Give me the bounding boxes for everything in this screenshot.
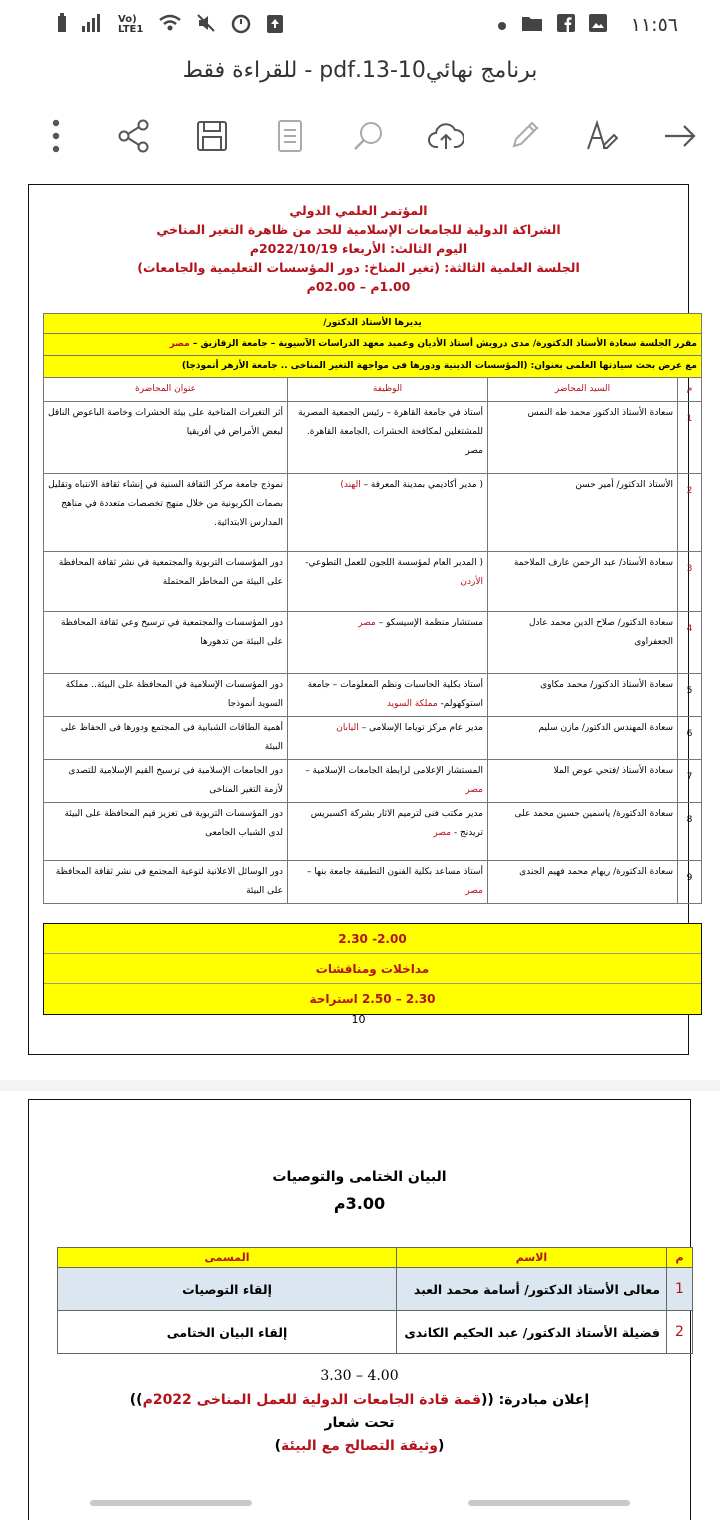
closing-table (57, 1247, 693, 1354)
col-num: م (678, 378, 702, 402)
battery-icon (56, 13, 68, 38)
break-summary (43, 923, 702, 1015)
facebook-icon (557, 14, 575, 37)
row-topic: نموذج جامعة مركز الثقافة السنية في إنشاء ثقافة الانتباه وتقليل بصمات الكربونية من خلال منهج تخصصات متعددة في مناهج المدارس الابتدائية. (44, 474, 288, 552)
closing-title: البيان الختامى والتوصيات (272, 1169, 447, 1185)
row-job-text: مدير عام مركز توياما الإسلامى – (358, 723, 483, 733)
upload-icon (266, 12, 284, 39)
row-job (288, 474, 488, 552)
row-num: 3 (678, 552, 702, 612)
row-topic: دور المؤسسات والمجتمعية في ترسيخ وعي ثقافة المحافظة على البيئة من تدهورها (44, 612, 288, 674)
row-country: مصر (433, 828, 452, 838)
row-topic: دور المؤسسات الإسلامية في المحافظة على البيئة.. مملكة السويد أنموذجا (44, 674, 288, 717)
table-row (44, 474, 702, 552)
row-speaker: سعادة الدكتور/ صلاح الدين محمد عادل الجعفراوى (488, 612, 678, 674)
col-num: م (667, 1248, 693, 1268)
row-job (288, 861, 488, 904)
closing-time: 3.00م (333, 1194, 386, 1213)
row-job-text: المستشار الإعلامى لرابطة الجامعات الإسلامية – (305, 766, 483, 776)
row-num: 4 (678, 612, 702, 674)
rapporteur-country: مصر (169, 339, 190, 349)
announce-suffix: )) (129, 1392, 143, 1408)
table-header (44, 378, 702, 402)
row-num: 7 (678, 760, 702, 803)
row-job-text: مدير مكتب فنى لترميم الاثار بشركة اكسبريس تريدنج - (310, 809, 483, 838)
alarm-icon (230, 12, 252, 39)
table-row (44, 760, 702, 803)
table-row (58, 1311, 693, 1354)
row-num: 2 (667, 1311, 693, 1354)
row-country: اليابان (336, 723, 359, 733)
read-mode-button[interactable] (270, 116, 310, 156)
nav-handle-right[interactable] (468, 1500, 630, 1506)
initiative-announcement (29, 1392, 690, 1408)
pdf-page-11 (0, 1091, 720, 1520)
row-country: مملكة السويد (386, 699, 438, 709)
session-label: الجلسة العلمية الثالثة: (تغير المناخ: دور المؤسسات التعليمية والجامعات) (137, 260, 580, 275)
row-job-text: مستشار منظمة الإسيسكو – (375, 618, 483, 628)
table-row (44, 861, 702, 904)
conference-subtitle: الشراكة الدولية للجامعات الإسلامية للحد من ظاهرة التغير المناخي (156, 222, 561, 237)
row-speaker: سعادة الدكتورة/ ريهام محمد فهيم الجندى (488, 861, 678, 904)
col-speaker: السيد المحاضر (488, 378, 678, 402)
row-country: مصر (465, 785, 483, 795)
row-topic: أهمية الطاقات الشبابية فى المجتمع ودورها فى الحفاظ على البيئة (44, 717, 288, 760)
folder-icon (521, 14, 543, 37)
document-title: برنامج نهائي10-13.pdf - للقراءة فقط (182, 58, 538, 83)
dot-icon (497, 15, 507, 36)
network-type: Vo) LTE1 (118, 14, 144, 35)
row-num: 5 (678, 674, 702, 717)
conference-title: المؤتمر العلمي الدولي (289, 203, 428, 218)
page-header (29, 201, 688, 296)
nav-handle-left[interactable] (90, 1500, 252, 1506)
row-job (288, 717, 488, 760)
page-number: 10 (351, 1013, 366, 1026)
row-num: 9 (678, 861, 702, 904)
table-row (58, 1268, 693, 1311)
row-num: 2 (678, 474, 702, 552)
day-label: اليوم الثالث: الأربعاء 2022/10/19م (249, 241, 468, 256)
discussion-time: 2.00- 2.30 (44, 924, 701, 954)
more-options-button[interactable] (36, 116, 76, 156)
clock: ١١:٥٦ (630, 14, 678, 36)
row-num: 6 (678, 717, 702, 760)
row-topic: دور المؤسسات التربوية والمجتمعية في نشر ثقافة المحافظة على البيئة من المخاطر المحتملة (44, 552, 288, 612)
row-country: الأردن (460, 577, 483, 587)
row-num: 1 (678, 402, 702, 474)
rapporteur-text: مقرر الجلسة سعادة الأستاذ الدكتورة/ مدى درويش أستاذ الأديان وعميد معهد الدراسات الآسيوية – جامعة الزقازيق – (189, 339, 697, 349)
table-header (58, 1248, 693, 1268)
row-job (288, 402, 488, 474)
row-job (288, 612, 488, 674)
row-speaker: الأستاذ الدكتور/ أمير حسن (488, 474, 678, 552)
row-country: الهند) (340, 480, 361, 490)
table-row (44, 402, 702, 474)
row-job (288, 760, 488, 803)
discussion-label: مداخلات ومناقشات (44, 954, 701, 984)
row-job-text: أستاذ في جامعة القاهرة – رئيس الجمعية المصرية للمشتغلين لمكافحة الحشرات ,الجامعة القاهرة. مصر (298, 408, 483, 456)
share-button[interactable] (114, 116, 154, 156)
wifi-icon (158, 14, 182, 37)
initiative-time: 3.30 – 4.00 (320, 1368, 399, 1384)
row-job (288, 552, 488, 612)
table-row (44, 717, 702, 760)
pdf-viewer[interactable] (0, 176, 720, 1520)
page-frame (28, 184, 697, 1055)
slogan-text: وثيقة التصالح مع البيئة (281, 1438, 438, 1454)
row-country: مصر (465, 886, 483, 896)
row-speaker: سعادة المهندس الدكتور/ مازن سليم (488, 717, 678, 760)
slogan: (وثيقة التصالح مع البيئة) (274, 1438, 445, 1454)
session-time: 1.00م – 02.00م (306, 279, 411, 294)
search-button[interactable] (348, 116, 388, 156)
row-name: معالى الأستاذ الدكتور/ أسامة محمد العبد (397, 1268, 667, 1311)
row-speaker: سعادة الأستاذ/ عبد الرحمن عارف الملاحمة (488, 552, 678, 612)
announce-name: قمة قادة الجامعات الدولية للعمل المناخى 2022م (142, 1392, 481, 1408)
table-row (44, 674, 702, 717)
research-row: مع عرض بحث سيادتها العلمى بعنوان: (المؤسسات الدينية ودورها فى مواجهة التغير المناخى .. جامعة الأزهر أنموذجا) (44, 356, 702, 378)
rapporteur-row (44, 334, 702, 356)
row-job-text: أستاذ بكلية الحاسبات ونظم المعلومات – جامعة استوكهولم- (307, 680, 483, 709)
announce-prefix: إعلان مبادرة: (( (480, 1392, 590, 1408)
mute-icon (196, 13, 216, 38)
row-speaker: سعادة الأستاذ الدكتور/ محمد مكاوى (488, 674, 678, 717)
table-row (44, 612, 702, 674)
col-job: الوظيفة (288, 378, 488, 402)
text-edit-button[interactable] (582, 116, 622, 156)
row-job-text: أستاذ مساعد بكلية الفنون التطبيقة جامعة بنها – (306, 867, 483, 877)
row-topic: دور الجامعات الإسلامية فى ترسيخ القيم الإسلامية للتصدى لأزمة التغير المناخى (44, 760, 288, 803)
row-speaker: سعادة الدكتورة/ ياسمين حسين محمد على (488, 803, 678, 861)
row-speaker: سعادة الأستاذ /فتحي عوض الملا (488, 760, 678, 803)
session-table (43, 313, 702, 904)
row-task: إلقاء البيان الختامى (58, 1311, 397, 1354)
row-job-text: ( مدير أكاديمي بمدينة المعرفة – (360, 480, 483, 490)
navigation-bar (0, 1496, 720, 1510)
col-task: المسمى (58, 1248, 397, 1268)
row-country: مصر (358, 618, 376, 628)
row-job (288, 674, 488, 717)
row-topic: دور المؤسسات التربوية فى تعزيز قيم المحافظة على البيئة لدى الشباب الجامعى (44, 803, 288, 861)
status-bar (0, 0, 720, 50)
chair-row: يديرها الأستاذ الدكتور/ (44, 314, 702, 334)
signal-icon (82, 14, 104, 37)
row-job (288, 803, 488, 861)
row-job-text: ( المدير العام لمؤسسة اللجون للعمل التطوعي- (305, 558, 483, 568)
row-name: فضيلة الأستاذ الدكتور/ عبد الحكيم الكاندى (397, 1311, 667, 1354)
cloud-upload-button[interactable] (426, 116, 466, 156)
page-frame (28, 1099, 691, 1520)
pdf-page-10 (0, 176, 720, 1080)
break-time: 2.30 – 2.50 استراحة (44, 984, 701, 1014)
pen-button[interactable] (504, 116, 544, 156)
col-name: الاسم (397, 1248, 667, 1268)
col-topic: عنوان المحاضرة (44, 378, 288, 402)
table-row (44, 803, 702, 861)
row-speaker: سعادة الأستاذ الدكتور محمد طه النمس (488, 402, 678, 474)
row-topic: أثر التغيرات المناخية على بيئة الحشرات وخاصة الباعوض الناقل لبعض الأمراض في أفريقيا (44, 402, 288, 474)
row-num: 1 (667, 1268, 693, 1311)
row-task: إلقاء التوصيات (58, 1268, 397, 1311)
row-num: 8 (678, 803, 702, 861)
table-row (44, 552, 702, 612)
next-arrow-button[interactable] (660, 116, 700, 156)
slogan-label: تحت شعار (324, 1415, 395, 1431)
image-icon (589, 14, 607, 37)
save-button[interactable] (192, 116, 232, 156)
toolbar (0, 108, 720, 164)
row-topic: دور الوسائل الاعلانية لتوعية المجتمع فى نشر ثقافة المحافظة على البيئة (44, 861, 288, 904)
